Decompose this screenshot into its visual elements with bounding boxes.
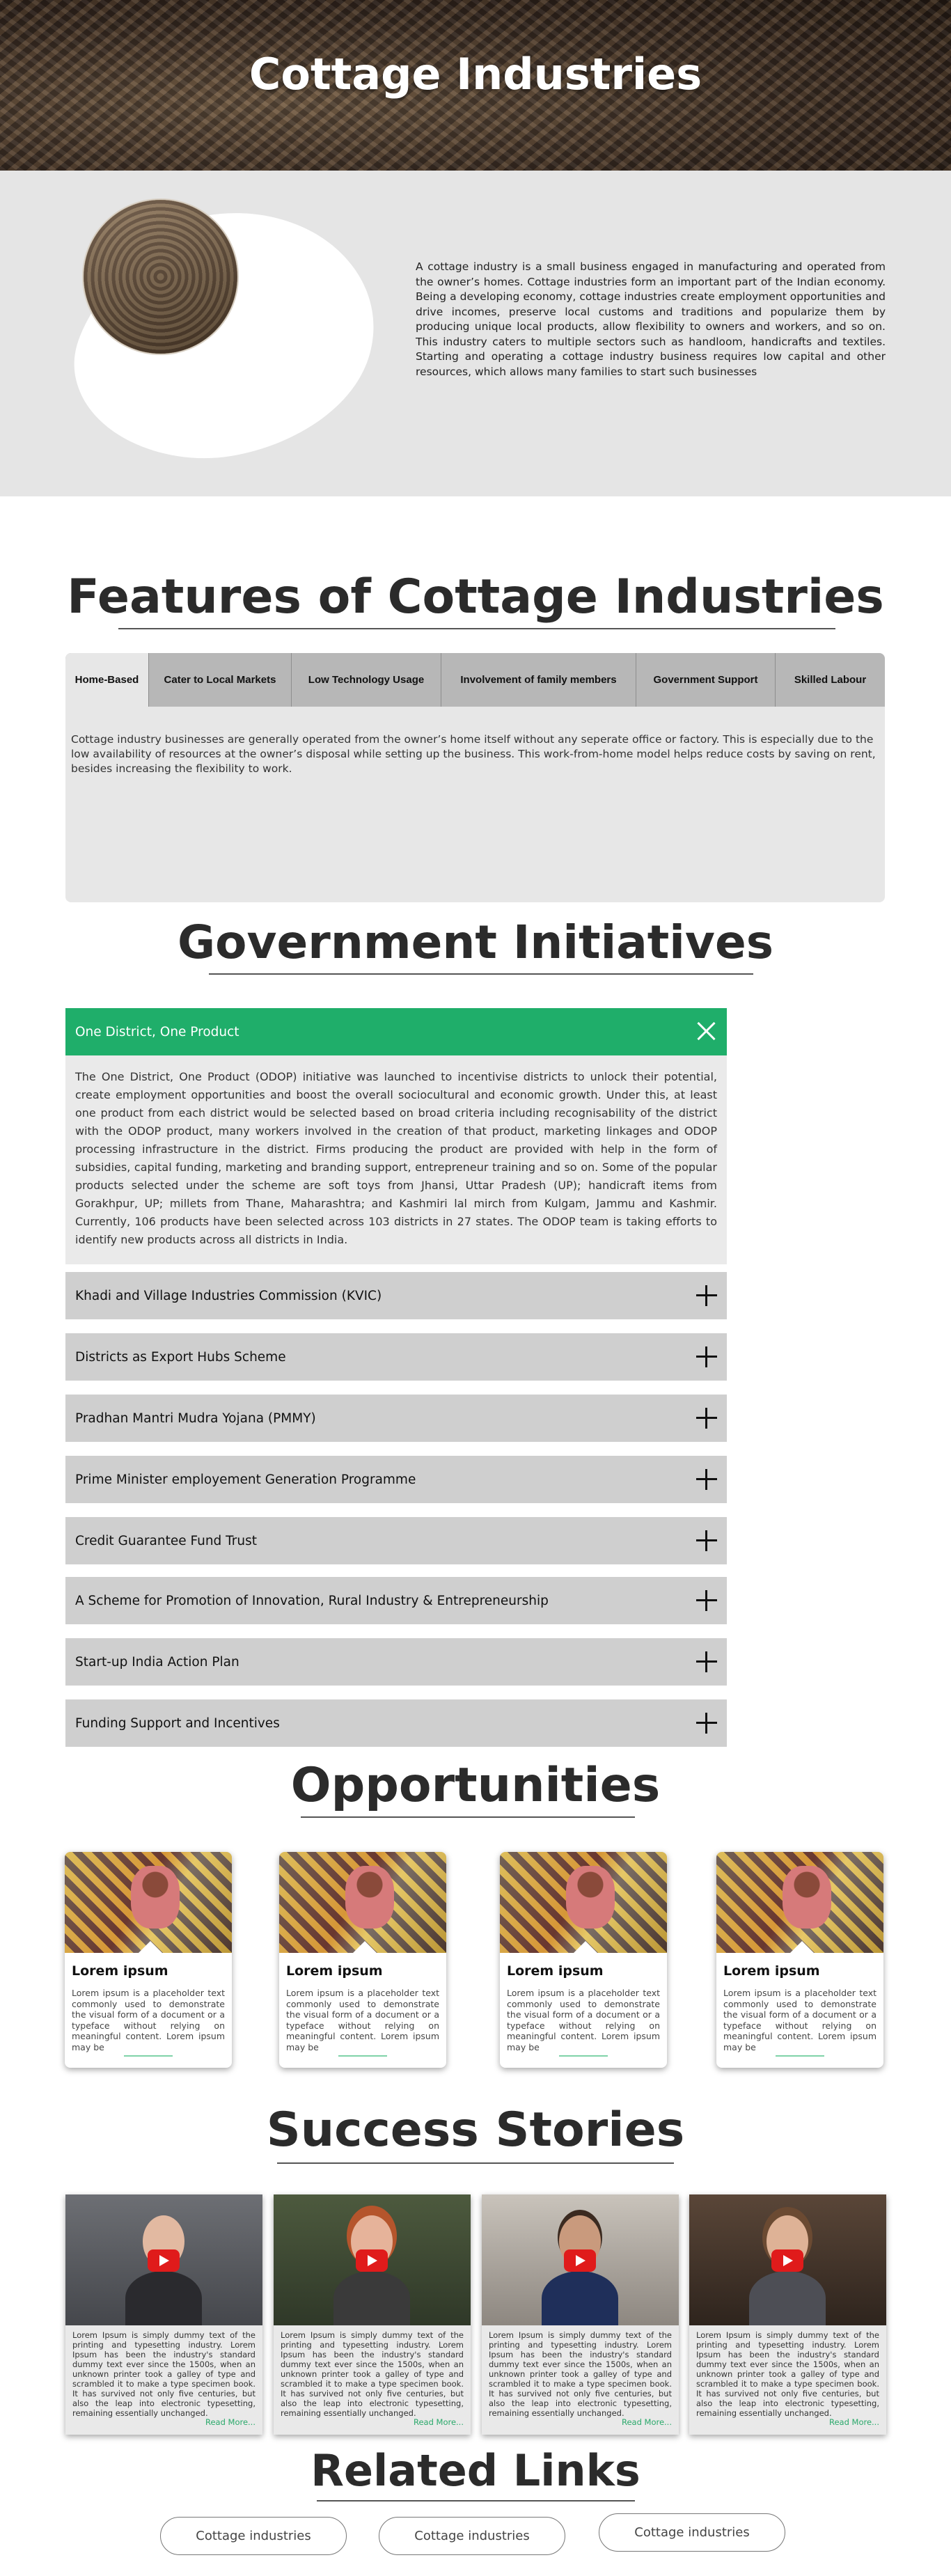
card-divider (776, 2055, 824, 2057)
artisan-photo (500, 1852, 667, 1953)
tab-skilled-labour[interactable]: Skilled Labour (794, 674, 867, 686)
story-video-thumbnail[interactable] (274, 2194, 471, 2325)
person-body (542, 2271, 618, 2325)
accordion-label: Start-up India Action Plan (75, 1654, 239, 1670)
accordion-label: Pradhan Mantri Mudra Yojana (PMMY) (75, 1411, 316, 1426)
card-notch (138, 1941, 163, 1954)
related-link-button[interactable]: Cottage industries (599, 2513, 785, 2552)
accordion-label: Khadi and Village Industries Commission (KVIC) (75, 1288, 382, 1303)
play-icon[interactable] (148, 2249, 180, 2272)
features-heading: Features of Cottage Industries (67, 570, 884, 625)
plus-icon[interactable] (696, 1590, 717, 1611)
accordion-header-kvic[interactable] (65, 1272, 727, 1319)
accordion-pmmy (65, 1395, 727, 1442)
person-body (333, 2271, 410, 2325)
read-more-link[interactable]: Read More... (413, 2417, 464, 2427)
opportunity-card[interactable] (279, 1852, 446, 2068)
stories-underline (277, 2162, 674, 2164)
card-divider (559, 2055, 608, 2057)
opportunities-heading: Opportunities (290, 1758, 661, 1813)
accordion-header-export-hubs[interactable] (65, 1333, 727, 1381)
opportunity-card[interactable] (500, 1852, 667, 2068)
tab-cater-local-markets[interactable]: Cater to Local Markets (149, 653, 292, 707)
tab-bar (65, 653, 885, 707)
person-body (125, 2271, 202, 2325)
play-icon[interactable] (564, 2249, 596, 2272)
card-divider (124, 2055, 173, 2057)
features-tabs (65, 653, 885, 902)
tab-family-involvement[interactable]: Involvement of family members (441, 653, 636, 707)
accordion-header-aspire[interactable] (65, 1577, 727, 1624)
accordion-aspire (65, 1577, 727, 1624)
story-video-thumbnail[interactable] (65, 2194, 262, 2325)
accordion-header-startup-india[interactable] (65, 1638, 727, 1686)
accordion-startup-india (65, 1638, 727, 1686)
accordion-label: Credit Guarantee Fund Trust (75, 1533, 257, 1548)
accordion-label: One District, One Product (75, 1024, 239, 1039)
plus-icon[interactable] (696, 1408, 717, 1429)
tab-home-based[interactable]: Home-Based (65, 653, 149, 707)
card-divider (338, 2055, 387, 2057)
tab-low-technology[interactable]: Low Technology Usage (292, 653, 441, 707)
card-text: Lorem ipsum is a placeholder text commonly used to demonstrate the visual form of a document or a typeface without relying on meaningful content. Lorem ipsum may be (72, 1988, 225, 2052)
related-underline (317, 2500, 635, 2502)
accordion-funding-support (65, 1699, 727, 1747)
artisan-photo (279, 1852, 446, 1953)
read-more-link[interactable]: Read More... (621, 2417, 672, 2427)
artisan-photo (65, 1852, 232, 1953)
features-underline (118, 628, 835, 629)
accordion-header-odop[interactable] (65, 1008, 727, 1055)
accordion-label: Funding Support and Incentives (75, 1715, 280, 1731)
card-notch (789, 1941, 815, 1954)
opportunity-card[interactable] (716, 1852, 883, 2068)
card-title: Lorem ipsum (507, 1963, 604, 1979)
tab-panel-text: Cottage industry businesses are generally operated from the owner’s home itself without any seperate office or factory. This is especially due to the low availability of resources at the owner’s disposal while setting up the business. This work-from-home model helps reduce costs by saving on rent, besides increasing the flexibility to work. (71, 733, 876, 775)
story-text: Lorem Ipsum is simply dummy text of the printing and typesetting industry. Lorem Ipsum has been the industry's standard dummy text ever since the 1500s, when an unknown printer took a galley of type and scrambled it to make a type specimen book. It has survived not only five centuries, but also the leap into electronic typesetting, remaining essentially unchanged. (696, 2330, 879, 2418)
page-title: Cottage Industries (249, 49, 702, 100)
story-text: Lorem Ipsum is simply dummy text of the printing and typesetting industry. Lorem Ipsum has been the industry's standard dummy text ever since the 1500s, when an unknown printer took a galley of type and scrambled it to make a type specimen book. It has survived not only five centuries, but also the leap into electronic typesetting, remaining essentially unchanged. (281, 2330, 464, 2418)
accordion-header-pmmy[interactable] (65, 1395, 727, 1442)
accordion-label: A Scheme for Promotion of Innovation, Rural Industry & Entrepreneurship (75, 1593, 549, 1608)
card-title: Lorem ipsum (72, 1963, 168, 1979)
accordion-pmegp (65, 1456, 727, 1503)
read-more-link[interactable]: Read More... (828, 2417, 879, 2427)
story-video-thumbnail[interactable] (689, 2194, 886, 2325)
accordion-header-credit-guarantee[interactable] (65, 1517, 727, 1564)
basket-weaving-photo (82, 198, 239, 355)
initiatives-heading: Government Initiatives (177, 916, 773, 969)
accordion-body-odop: The One District, One Product (ODOP) initiative was launched to incentivise districts to unlock their potential, create employment opportunities and boost the overall sociocultural and economic growth. Under this, at least one product from each district would be selected based on broad criteria including recognisability of the district with the ODOP product, many workers involved in the creation of that product, marketing linkages and ODOP processing infrastructure in the district. Firms producing the product are provided with help in the form of subsidies, capital funding, marketing and branding support, entrepreneur training and so on. Some of the popular products selected under the scheme are soft toys from Jhansi, Uttar Pradesh (UP); handicraft items from Gorakhpur, UP; millets from Thane, Maharashtra; and Kashmiri lal mirch from Kulgam, Jammu and Kashmir. Currently, 106 products have been selected across 103 districts in 27 states. The ODOP team is taking efforts to identify new products across all districts in India. (65, 1055, 727, 1264)
close-icon[interactable] (696, 1021, 717, 1042)
intro-paragraph: A cottage industry is a small business engaged in manufacturing and operated from the owner’s homes. Cottage industries form an important part of the Indian economy. Being a developing economy, cottage industries create employment opportunities and drive incomes, preserve local customs and traditions and popularize them by producing unique local products, allow flexibility to owners and workers, and so on. This industry caters to multiple sectors such as handloom, handicrafts and textiles. Starting and operating a cottage industry business requires low capital and other resources, which allows many families to start such businesses (416, 260, 886, 378)
plus-icon[interactable] (696, 1530, 717, 1551)
plus-icon[interactable] (696, 1285, 717, 1306)
card-title: Lorem ipsum (286, 1963, 383, 1979)
story-text: Lorem Ipsum is simply dummy text of the printing and typesetting industry. Lorem Ipsum has been the industry's standard dummy text ever since the 1500s, when an unknown printer took a galley of type and scrambled it to make a type specimen book. It has survived not only five centuries, but also the leap into electronic typesetting, remaining essentially unchanged. (489, 2330, 672, 2418)
story-video-thumbnail[interactable] (482, 2194, 679, 2325)
card-title: Lorem ipsum (723, 1963, 820, 1979)
plus-icon[interactable] (696, 1469, 717, 1490)
card-notch (573, 1941, 598, 1954)
story-text: Lorem Ipsum is simply dummy text of the printing and typesetting industry. Lorem Ipsum has been the industry's standard dummy text ever since the 1500s, when an unknown printer took a galley of type and scrambled it to make a type specimen book. It has survived not only five centuries, but also the leap into electronic typesetting, remaining essentially unchanged. (72, 2330, 256, 2418)
accordion-kvic (65, 1272, 727, 1319)
accordion-header-funding-support[interactable] (65, 1699, 727, 1747)
play-icon[interactable] (356, 2249, 388, 2272)
artisan-photo (716, 1852, 883, 1953)
story-card (274, 2194, 471, 2435)
story-card (482, 2194, 679, 2435)
plus-icon[interactable] (696, 1346, 717, 1367)
accordion-export-hubs (65, 1333, 727, 1381)
related-heading: Related Links (311, 2445, 640, 2496)
card-text: Lorem ipsum is a placeholder text commonly used to demonstrate the visual form of a document or a typeface without relying on meaningful content. Lorem ipsum may be (723, 1988, 877, 2052)
tab-government-support[interactable]: Government Support (636, 653, 776, 707)
initiatives-underline (209, 973, 753, 975)
card-text: Lorem ipsum is a placeholder text commonly used to demonstrate the visual form of a document or a typeface without relying on meaningful content. Lorem ipsum may be (286, 1988, 439, 2052)
plus-icon[interactable] (696, 1713, 717, 1734)
story-card (65, 2194, 262, 2435)
play-icon[interactable] (771, 2249, 803, 2272)
card-notch (352, 1941, 377, 1954)
opportunities-underline (301, 1816, 635, 1818)
related-link-button[interactable]: Cottage industries (160, 2517, 347, 2555)
accordion-credit-guarantee (65, 1517, 727, 1564)
accordion-label: Districts as Export Hubs Scheme (75, 1349, 286, 1365)
accordion-header-pmegp[interactable] (65, 1456, 727, 1503)
plus-icon[interactable] (696, 1651, 717, 1672)
intro-section (0, 171, 951, 496)
hero-banner (0, 0, 951, 171)
accordion-odop (65, 1008, 727, 1264)
opportunity-card[interactable] (65, 1852, 232, 2068)
story-card (689, 2194, 886, 2435)
stories-heading: Success Stories (266, 2103, 685, 2158)
person-body (749, 2271, 826, 2325)
card-text: Lorem ipsum is a placeholder text commonly used to demonstrate the visual form of a document or a typeface without relying on meaningful content. Lorem ipsum may be (507, 1988, 660, 2052)
accordion-label: Prime Minister employement Generation Programme (75, 1472, 416, 1487)
related-link-button[interactable]: Cottage industries (379, 2517, 565, 2555)
read-more-link[interactable]: Read More... (205, 2417, 256, 2427)
